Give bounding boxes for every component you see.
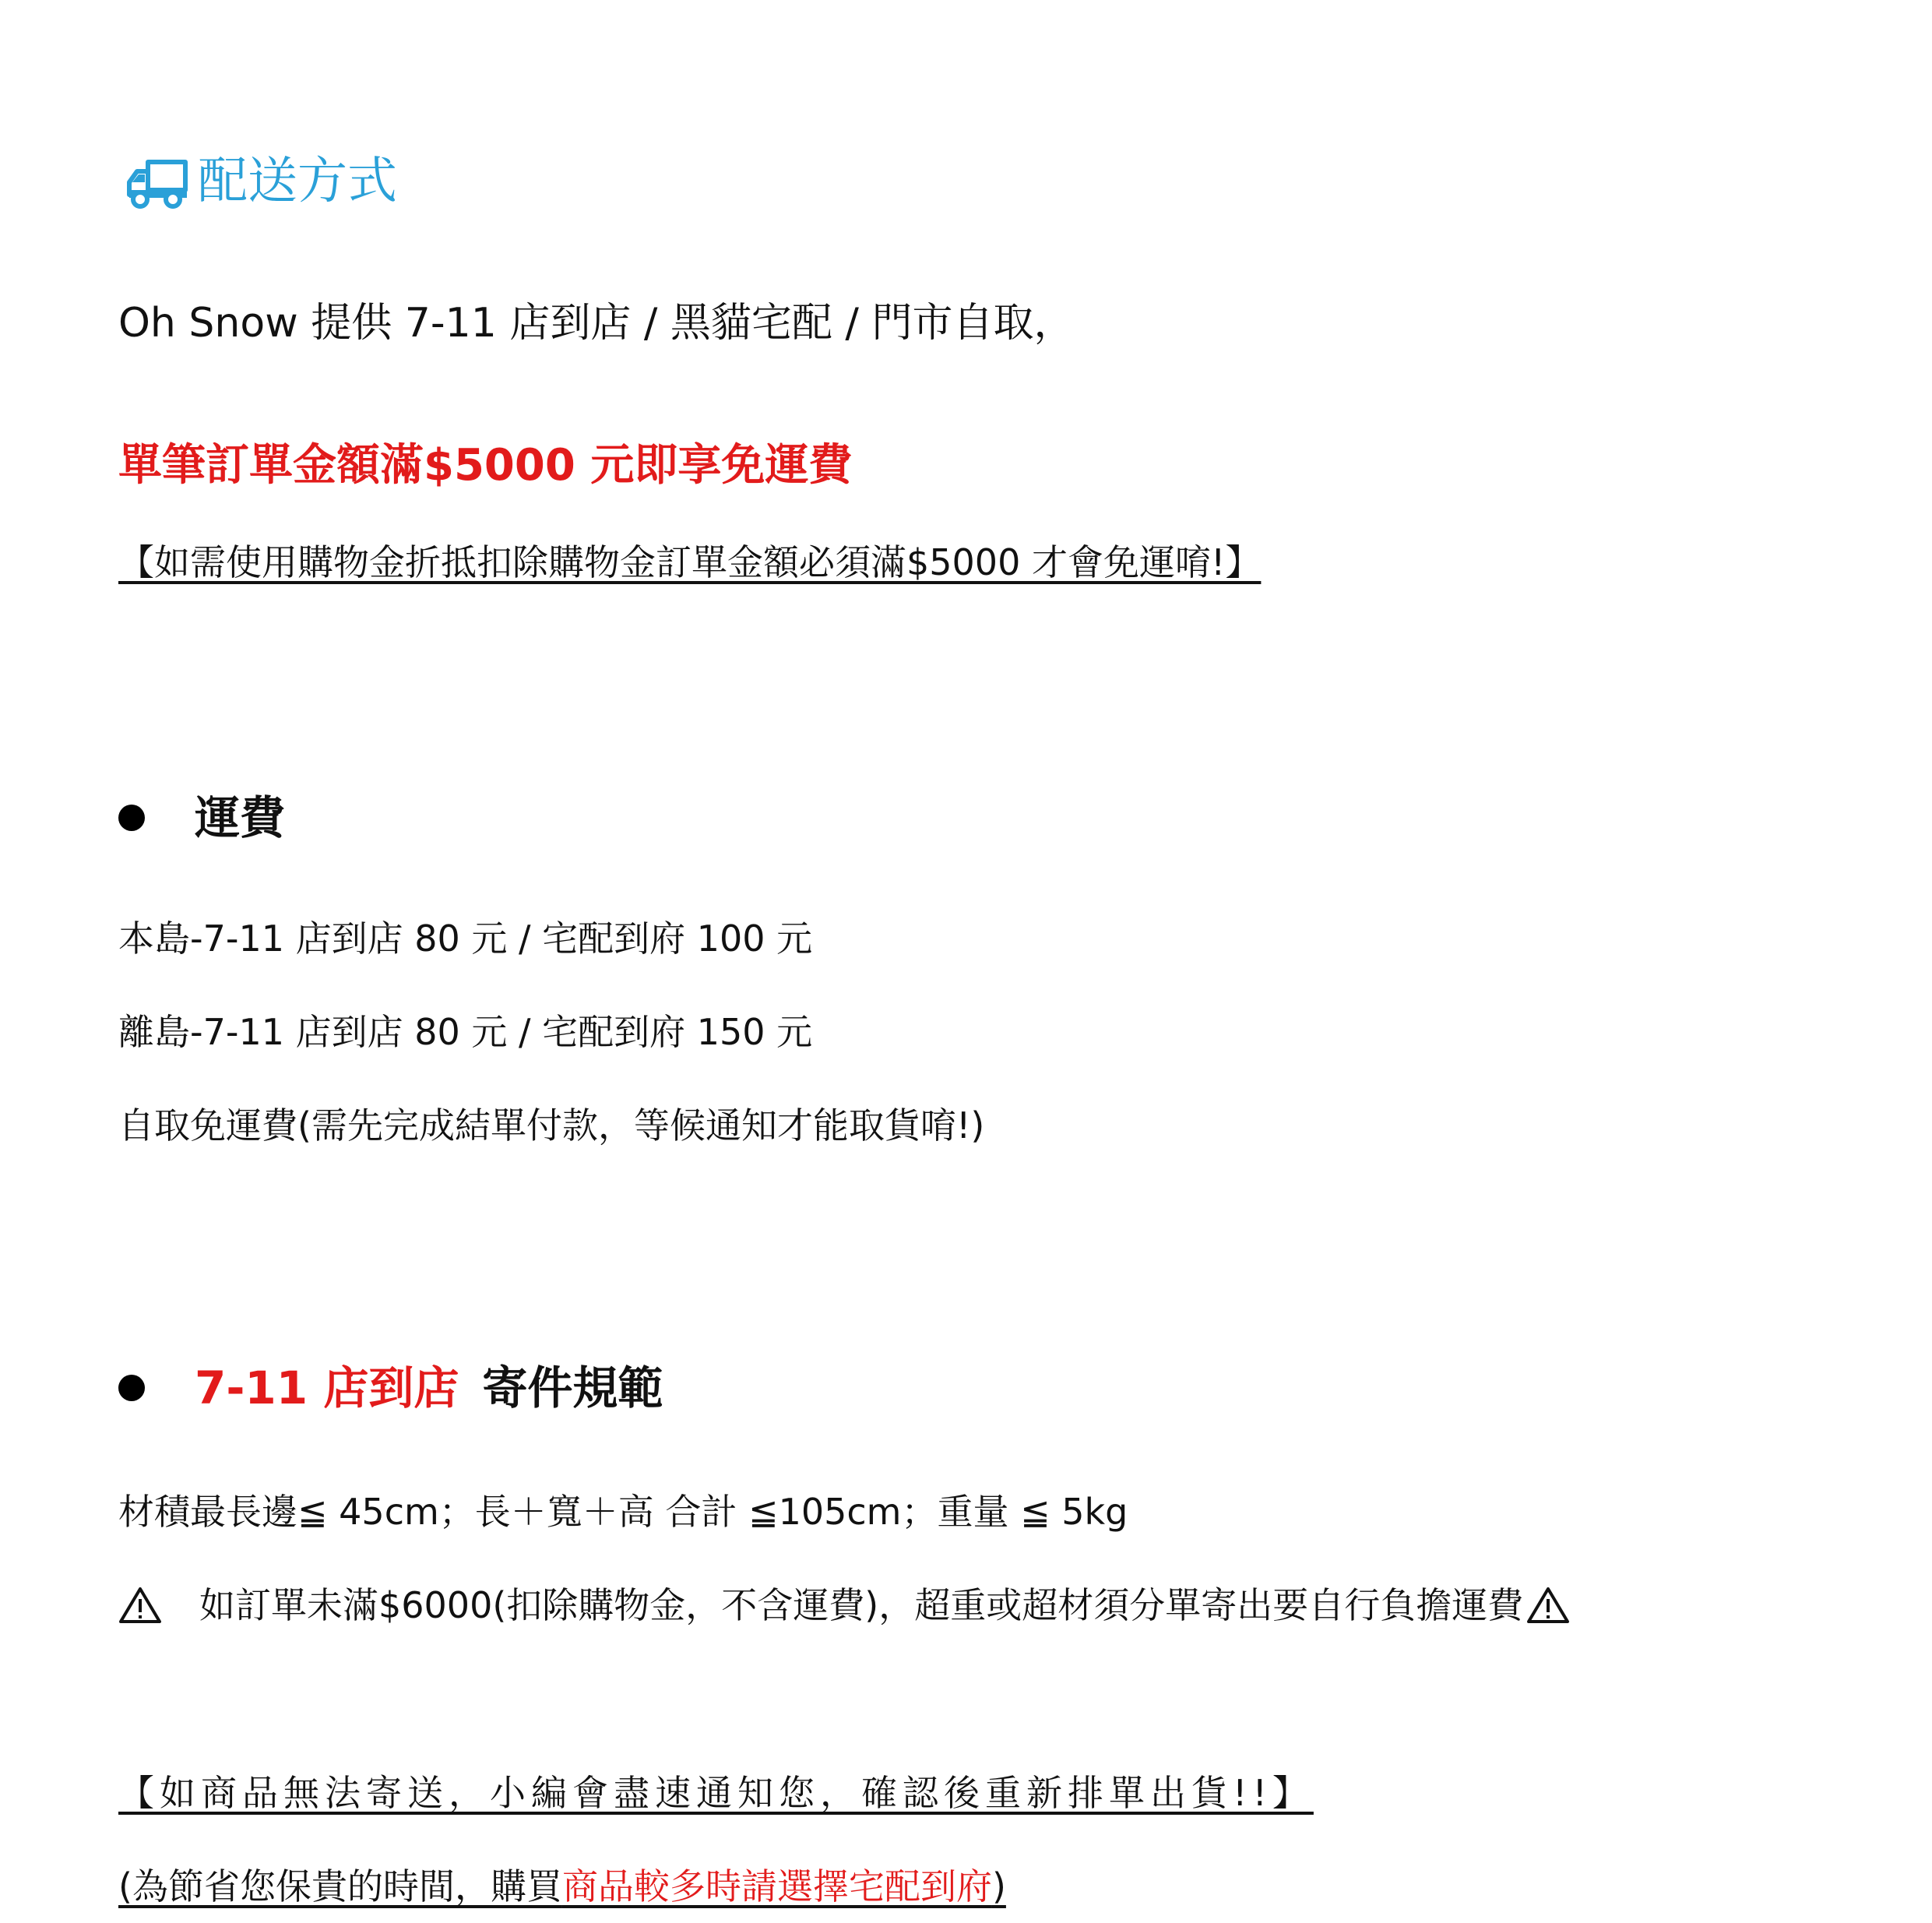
package-size-limits: 材積最長邊≦ 45cm；長＋寬＋高 合計 ≦105cm；重量 ≦ 5kg — [118, 1491, 1128, 1533]
section-title: 寄件規範 — [482, 1361, 663, 1414]
advice-suffix: ) — [991, 1865, 1006, 1907]
warning-text: 如訂單未滿$6000(扣除購物金，不含運費)，超重或超材須分單寄出要自行負擔運費 — [199, 1584, 1524, 1626]
truck-icon — [125, 154, 192, 209]
advice-prefix: (為節省您保貴的時間，購買 — [118, 1865, 562, 1907]
delivery-options-intro: Oh Snow 提供 7-11 店到店 / 黑貓宅配 / 門市自取， — [118, 300, 1075, 347]
fee-row-pickup: 自取免運費(需先完成結單付款，等候通知才能取貨唷!) — [118, 1104, 985, 1146]
home-delivery-advice — [118, 1860, 1006, 1913]
bullet-icon — [118, 1375, 145, 1401]
warning-icon — [1526, 1586, 1570, 1625]
shipping-fee-section-title — [118, 787, 285, 849]
section-title: 運費 — [195, 791, 286, 844]
oversize-warning — [118, 1580, 1570, 1631]
free-shipping-headline: 單筆訂單金額滿$5000 元即享免運費 — [118, 440, 853, 491]
bullet-icon — [118, 805, 145, 831]
page-title: 配送方式 — [198, 153, 397, 210]
page-heading — [125, 146, 397, 217]
advice-highlight: 商品較多時請選擇宅配到府 — [561, 1865, 992, 1907]
fee-row-outlying-islands: 離島-7-11 店到店 80 元 / 宅配到府 150 元 — [118, 1011, 813, 1053]
warning-icon — [118, 1586, 162, 1625]
fee-row-main-island: 本島-7-11 店到店 80 元 / 宅配到府 100 元 — [118, 917, 813, 960]
resend-note: 【如商品無法寄送，小編會盡速通知您，確認後重新排單出貨!!】 — [118, 1772, 1314, 1814]
shopping-credit-note: 【如需使用購物金折抵扣除購物金訂單金額必須滿$5000 才會免運唷!】 — [118, 541, 1262, 583]
section-title-highlight: 7-11 店到店 — [195, 1361, 459, 1414]
store-shipping-section-title — [118, 1357, 663, 1419]
